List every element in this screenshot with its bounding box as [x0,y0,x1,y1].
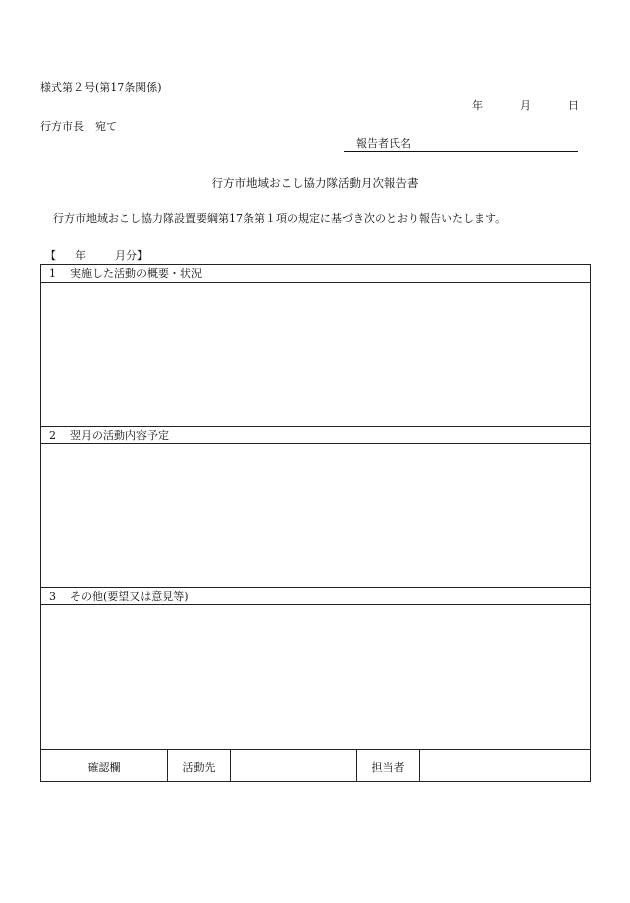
section-2-title: 翌月の活動内容予定 [70,429,169,442]
section-3-top-border [41,587,590,588]
section-1-number: 1 [49,267,56,280]
date-line [472,99,579,113]
section-2-top-border [41,426,590,427]
activity-destination-label: 活動先 [182,761,216,774]
person-in-charge-label: 担当者 [371,761,405,774]
document-title: 行方市地域おこし協力隊活動月次報告書 [211,176,419,190]
section-1-content-area[interactable] [41,283,590,426]
date-year-label: 年 [472,99,483,112]
section-3-heading [49,590,189,604]
report-statement: 行方市地域おこし協力隊設置要綱第17条第１項の規定に基づき次のとおり報告いたします。 [53,212,507,225]
reporter-name-field[interactable] [344,136,578,152]
period-open-bracket: 【 [45,249,56,262]
period-month-label: 月分】 [115,249,148,262]
section-2-content-area[interactable] [41,444,590,587]
date-day-label: 日 [568,99,579,112]
form-number: 様式第２号(第17条関係) [40,81,162,94]
section-3-title: その他(要望又は意見等) [70,590,189,603]
addressee: 行方市長 宛て [40,120,117,133]
section-3-content-area[interactable] [41,605,590,748]
date-month-label: 月 [520,99,531,112]
person-in-charge-field[interactable] [420,750,590,781]
section-1-title: 実施した活動の概要・状況 [70,267,202,280]
section-2-heading [49,429,169,443]
section-1-heading [49,267,202,281]
activity-destination-field[interactable] [231,750,356,781]
reporter-name-label: 報告者氏名 [356,137,411,150]
confirmation-label: 確認欄 [87,761,121,774]
period-year-label: 年 [75,249,86,262]
report-table [40,264,591,782]
section-3-number: 3 [49,590,56,603]
report-period [45,249,148,263]
section-2-number: 2 [49,429,56,442]
